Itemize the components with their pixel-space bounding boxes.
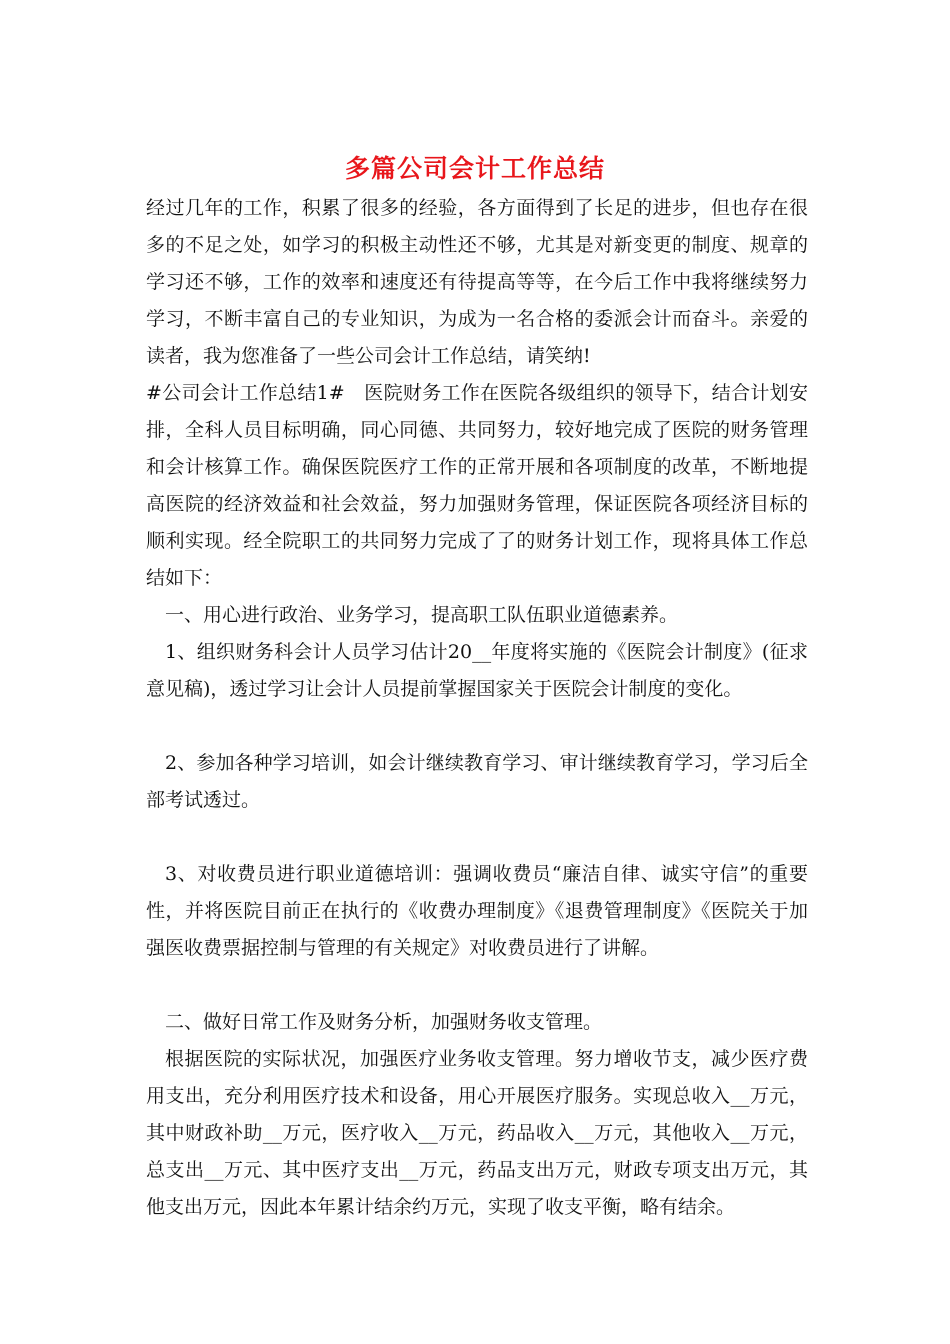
list-item-3: 3、对收费员进行职业道德培训：强调收费员“廉洁自律、诚实守信”的重要性，并将医院目前正在执行的《收费办理制度》《退费管理制度》《医院关于加强医收费票据控制与管理的有关规定》对收费员进行了讲解。 — [146, 863, 808, 959]
paragraph-gap — [146, 708, 808, 745]
document-title: 多篇公司会计工作总结 — [344, 154, 605, 183]
paragraph-gap — [146, 819, 808, 856]
document-body — [146, 190, 808, 1226]
list-item-1: 1、组织财务科会计人员学习估计20__年度将实施的《医院会计制度》(征求意见稿)，透过学习让会计人员提前掌握国家关于医院会计制度的变化。 — [146, 641, 808, 700]
section-heading-2: 二、做好日常工作及财务分析，加强财务收支管理。 — [165, 1011, 603, 1033]
paragraph-gap — [146, 967, 808, 1004]
paragraph-intro: 经过几年的工作，积累了很多的经验，各方面得到了长足的进步，但也存在很多的不足之处，如学习的积极主动性还不够，尤其是对新变更的制度、规章的学习还不够，工作的效率和速度还有待提高等等，在今后工作中我将继续努力学习，不断丰富自己的专业知识，为成为一名合格的委派会计而奋斗。亲爱的读者，我为您准备了一些公司会计工作总结，请笑纳! — [146, 197, 808, 367]
paragraph-finance: 根据医院的实际状况，加强医疗业务收支管理。努力增收节支，减少医疗费用支出，充分利用医疗技术和设备，用心开展医疗服务。实现总收入__万元，其中财政补助__万元，医疗收入__万元，药品收入__万元，其他收入__万元，总支出__万元、其中医疗支出__万元，药品支出万元，财政专项支出万元，其他支出万元，因此本年累计结余约万元，实现了收支平衡，略有结余。 — [146, 1048, 808, 1218]
section-heading-1: 一、用心进行政治、业务学习，提高职工队伍职业道德素养。 — [165, 604, 679, 626]
list-item-2: 2、参加各种学习培训，如会计继续教育学习、审计继续教育学习，学习后全部考试透过。 — [146, 752, 808, 811]
paragraph-summary-1: #公司会计工作总结1# 医院财务工作在医院各级组织的领导下，结合计划安排，全科人员目标明确，同心同德、共同努力，较好地完成了医院的财务管理和会计核算工作。确保医院医疗工作的正常开展和各项制度的改革，不断地提高医院的经济效益和社会效益，努力加强财务管理，保证医院各项经济目标的顺利实现。经全院职工的共同努力完成了了的财务计划工作，现将具体工作总结如下： — [146, 382, 808, 589]
